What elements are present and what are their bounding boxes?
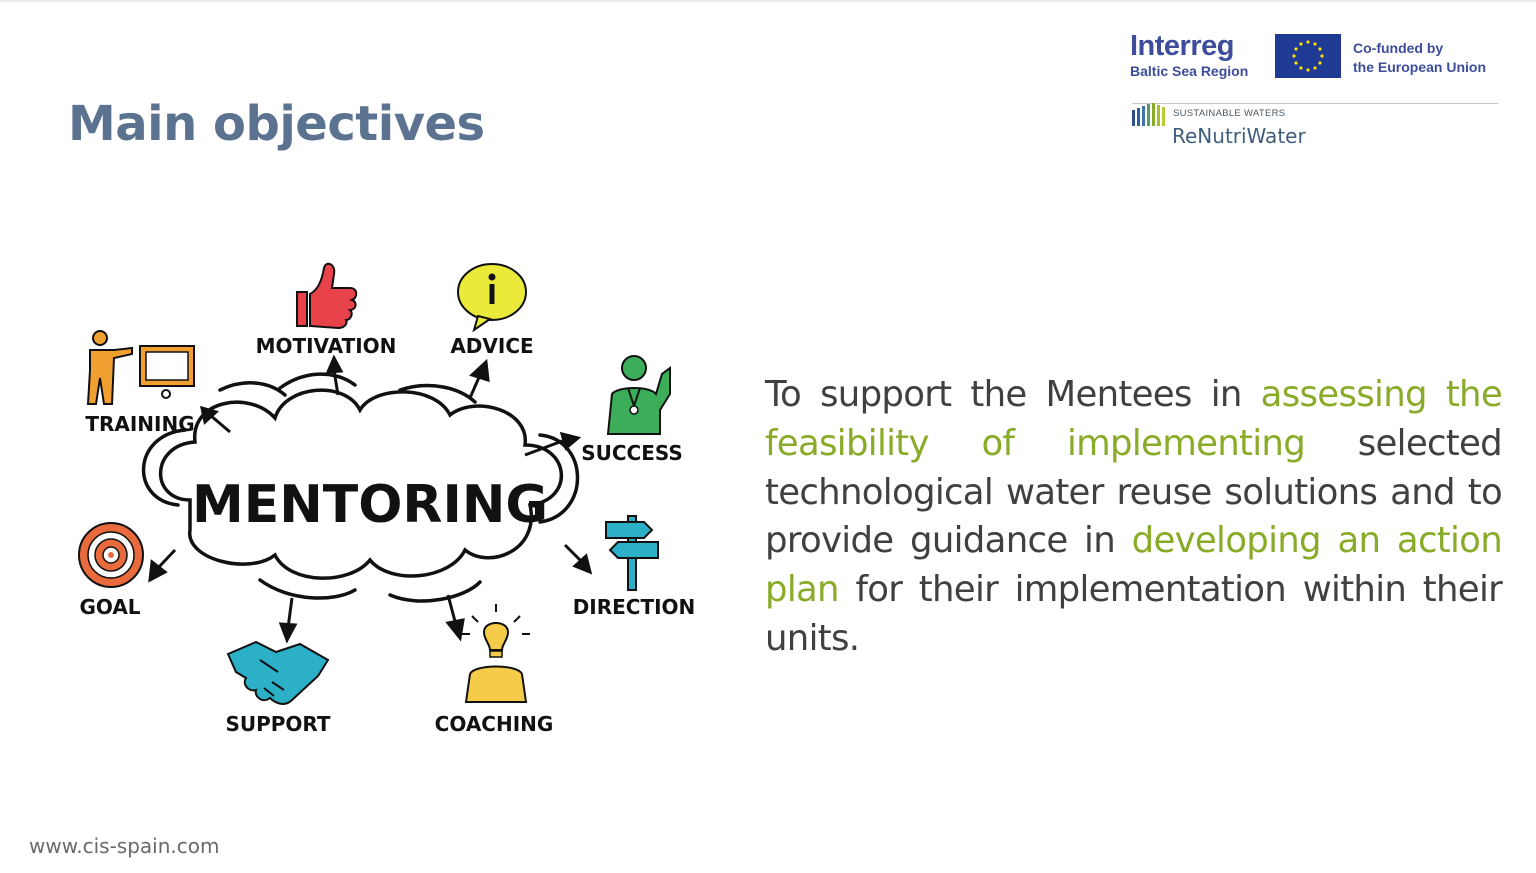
support-label: SUPPORT [225,712,331,736]
highlight-action-plan: developing an action plan [765,520,1502,611]
eu-flag-icon [1275,34,1341,78]
project-name: ReNutriWater [1172,124,1306,148]
presentation-icon [88,331,194,404]
training-label: TRAINING [85,412,195,436]
goal-label: GOAL [79,595,141,619]
mentoring-diagram [70,250,700,750]
slide-title: Main objectives [68,96,485,152]
target-icon [79,523,143,587]
mentoring-label: MENTORING [191,475,549,535]
motivation-label: MOTIVATION [255,334,397,358]
info-bubble-icon [458,264,526,330]
success-person-icon [608,356,670,434]
direction-label: DIRECTION [572,595,696,619]
signpost-icon [606,516,658,590]
mentoring-illustration [70,250,700,750]
highlight-assessing: assessing the feasibility of implementing [765,374,1502,464]
interreg-logo-text: Interreg [1130,30,1234,62]
partner-logos [1128,32,1500,157]
coaching-label: COACHING [434,712,554,736]
thumbs-up-icon [297,264,356,328]
top-border [0,0,1536,2]
water-bars-icon [1130,102,1170,128]
success-label: SUCCESS [581,441,683,465]
project-tagline: SUSTAINABLE WATERS [1173,108,1286,119]
objective-paragraph: To support the Mentees in assessing the feasibility of implementing selected technological water reuse solutions and to provide guidance in developing an action plan for their implementation within their units. [765,374,1502,659]
logo-divider [1132,103,1498,104]
interreg-region: Baltic Sea Region [1130,63,1249,79]
cofunded-text: Co-funded by the European Union [1353,40,1486,75]
lightbulb-person-icon [462,604,530,702]
advice-label: ADVICE [450,334,534,358]
handshake-icon [228,642,328,704]
website-link[interactable]: www.cis-spain.com [29,834,220,858]
